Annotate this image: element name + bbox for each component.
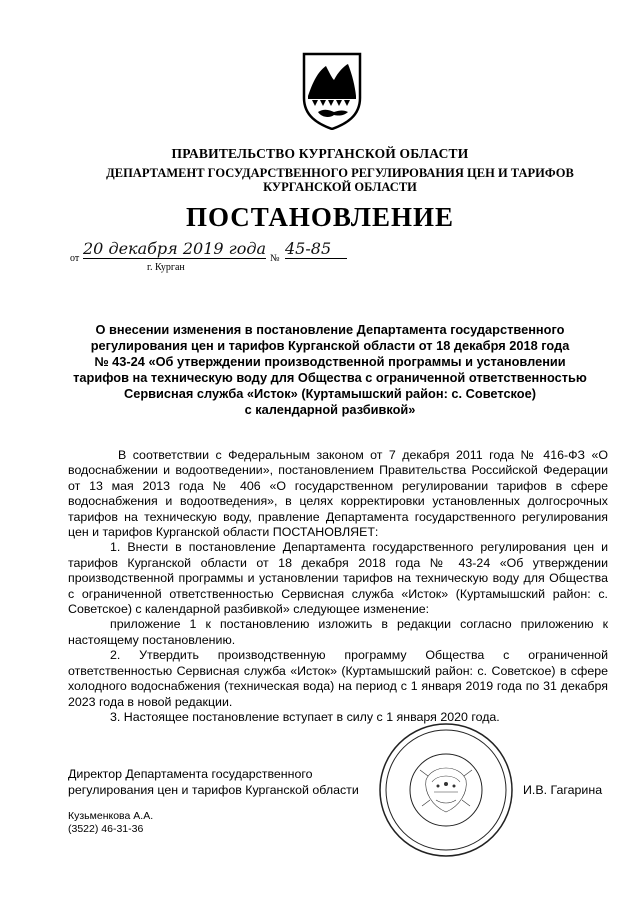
position-line-1: Директор Департамента государственного [68,767,313,781]
executor-name: Кузьменкова А.А. [68,810,154,822]
coat-of-arms-emblem [300,52,364,130]
city: г. Курган [147,262,185,273]
number-prefix: № [270,253,280,264]
document-date: 20 декабря 2019 года [83,239,267,258]
preamble-paragraph: В соответствии с Федеральным законом от 7 декабря 2011 года № 416-ФЗ «О водоснабжении и водоотведении», постановлением Правительства Российской Федерации от 13 мая 2013 года № 406 «О государственном регулировании тарифов в сфере водоснабжения и водоотведения», в целях корректировки установленных долгосрочных тарифов на техническую воду, правление Департамента государственного регулирования цен и тарифов Курганской области ПОСТАНОВЛЯЕТ: [68,448,608,540]
heading-line-3: № 43-24 «Об утверждении производственной программы и установлении [94,354,566,369]
document-number: 45-85 [285,240,347,259]
signatory-name: И.В. Гагарина [523,783,603,797]
heading-line-2: регулирования цен и тарифов Курганской области от 18 декабря 2018 года [90,338,570,353]
executor-contact [68,810,153,836]
item-1: 1. Внести в постановление Департамента государственного регулирования цен и тарифов Курганской области от 18 декабря 2018 года № 43-24 «Об утверждении производственной программы и установлении тарифов на техническую воду для Общества с ограниченной ответственностью Сервисная служба «Исток» (Куртамышский район: с. Советское) с календарной разбивкой» следующее изменение: [68,540,608,617]
item-3: 3. Настоящее постановление вступает в силу с 1 января 2020 года. [110,709,500,724]
position-line-2: регулирования цен и тарифов Курганской области [68,783,359,797]
heading-line-5: Сервисная служба «Исток» (Куртамышский район: с. Советское) [124,386,536,401]
department-name-line-1: ДЕПАРТАМЕНТ ГОСУДАРСТВЕННОГО РЕГУЛИРОВАНИЯ ЦЕН И ТАРИФОВ [106,166,574,180]
official-seal-stamp [376,720,516,860]
heading-line-4: тарифов на техническую воду для Общества с ограниченной ответственностью [73,370,587,385]
signatory-position [68,766,388,798]
government-name: ПРАВИТЕЛЬСТВО КУРГАНСКОЙ ОБЛАСТИ [171,146,469,161]
department-name [100,166,580,194]
heading-line-6: с календарной разбивкой» [244,402,416,417]
item-2: 2. Утвердить производственную программу Общества с ограниченной ответственностью Сервисная служба «Исток» (Куртамышский район: с. Советское) в сфере холодного водоснабжения (техническая вода) на период с 1 января 2019 года по 31 декабря 2023 года в новой редакции. [68,648,608,709]
document-heading [70,322,590,418]
department-name-line-2: КУРГАНСКОЙ ОБЛАСТИ [263,180,417,194]
document-title: ПОСТАНОВЛЕНИЕ [185,202,455,232]
document-body [68,448,608,725]
item-1-subclause: приложение 1 к постановлению изложить в редакции согласно приложению к настоящему постановлению. [68,617,608,647]
heading-line-1: О внесении изменения в постановление Департамента государственного [95,322,565,337]
executor-phone: (3522) 46-31-36 [68,823,144,835]
date-prefix: от [70,253,80,264]
